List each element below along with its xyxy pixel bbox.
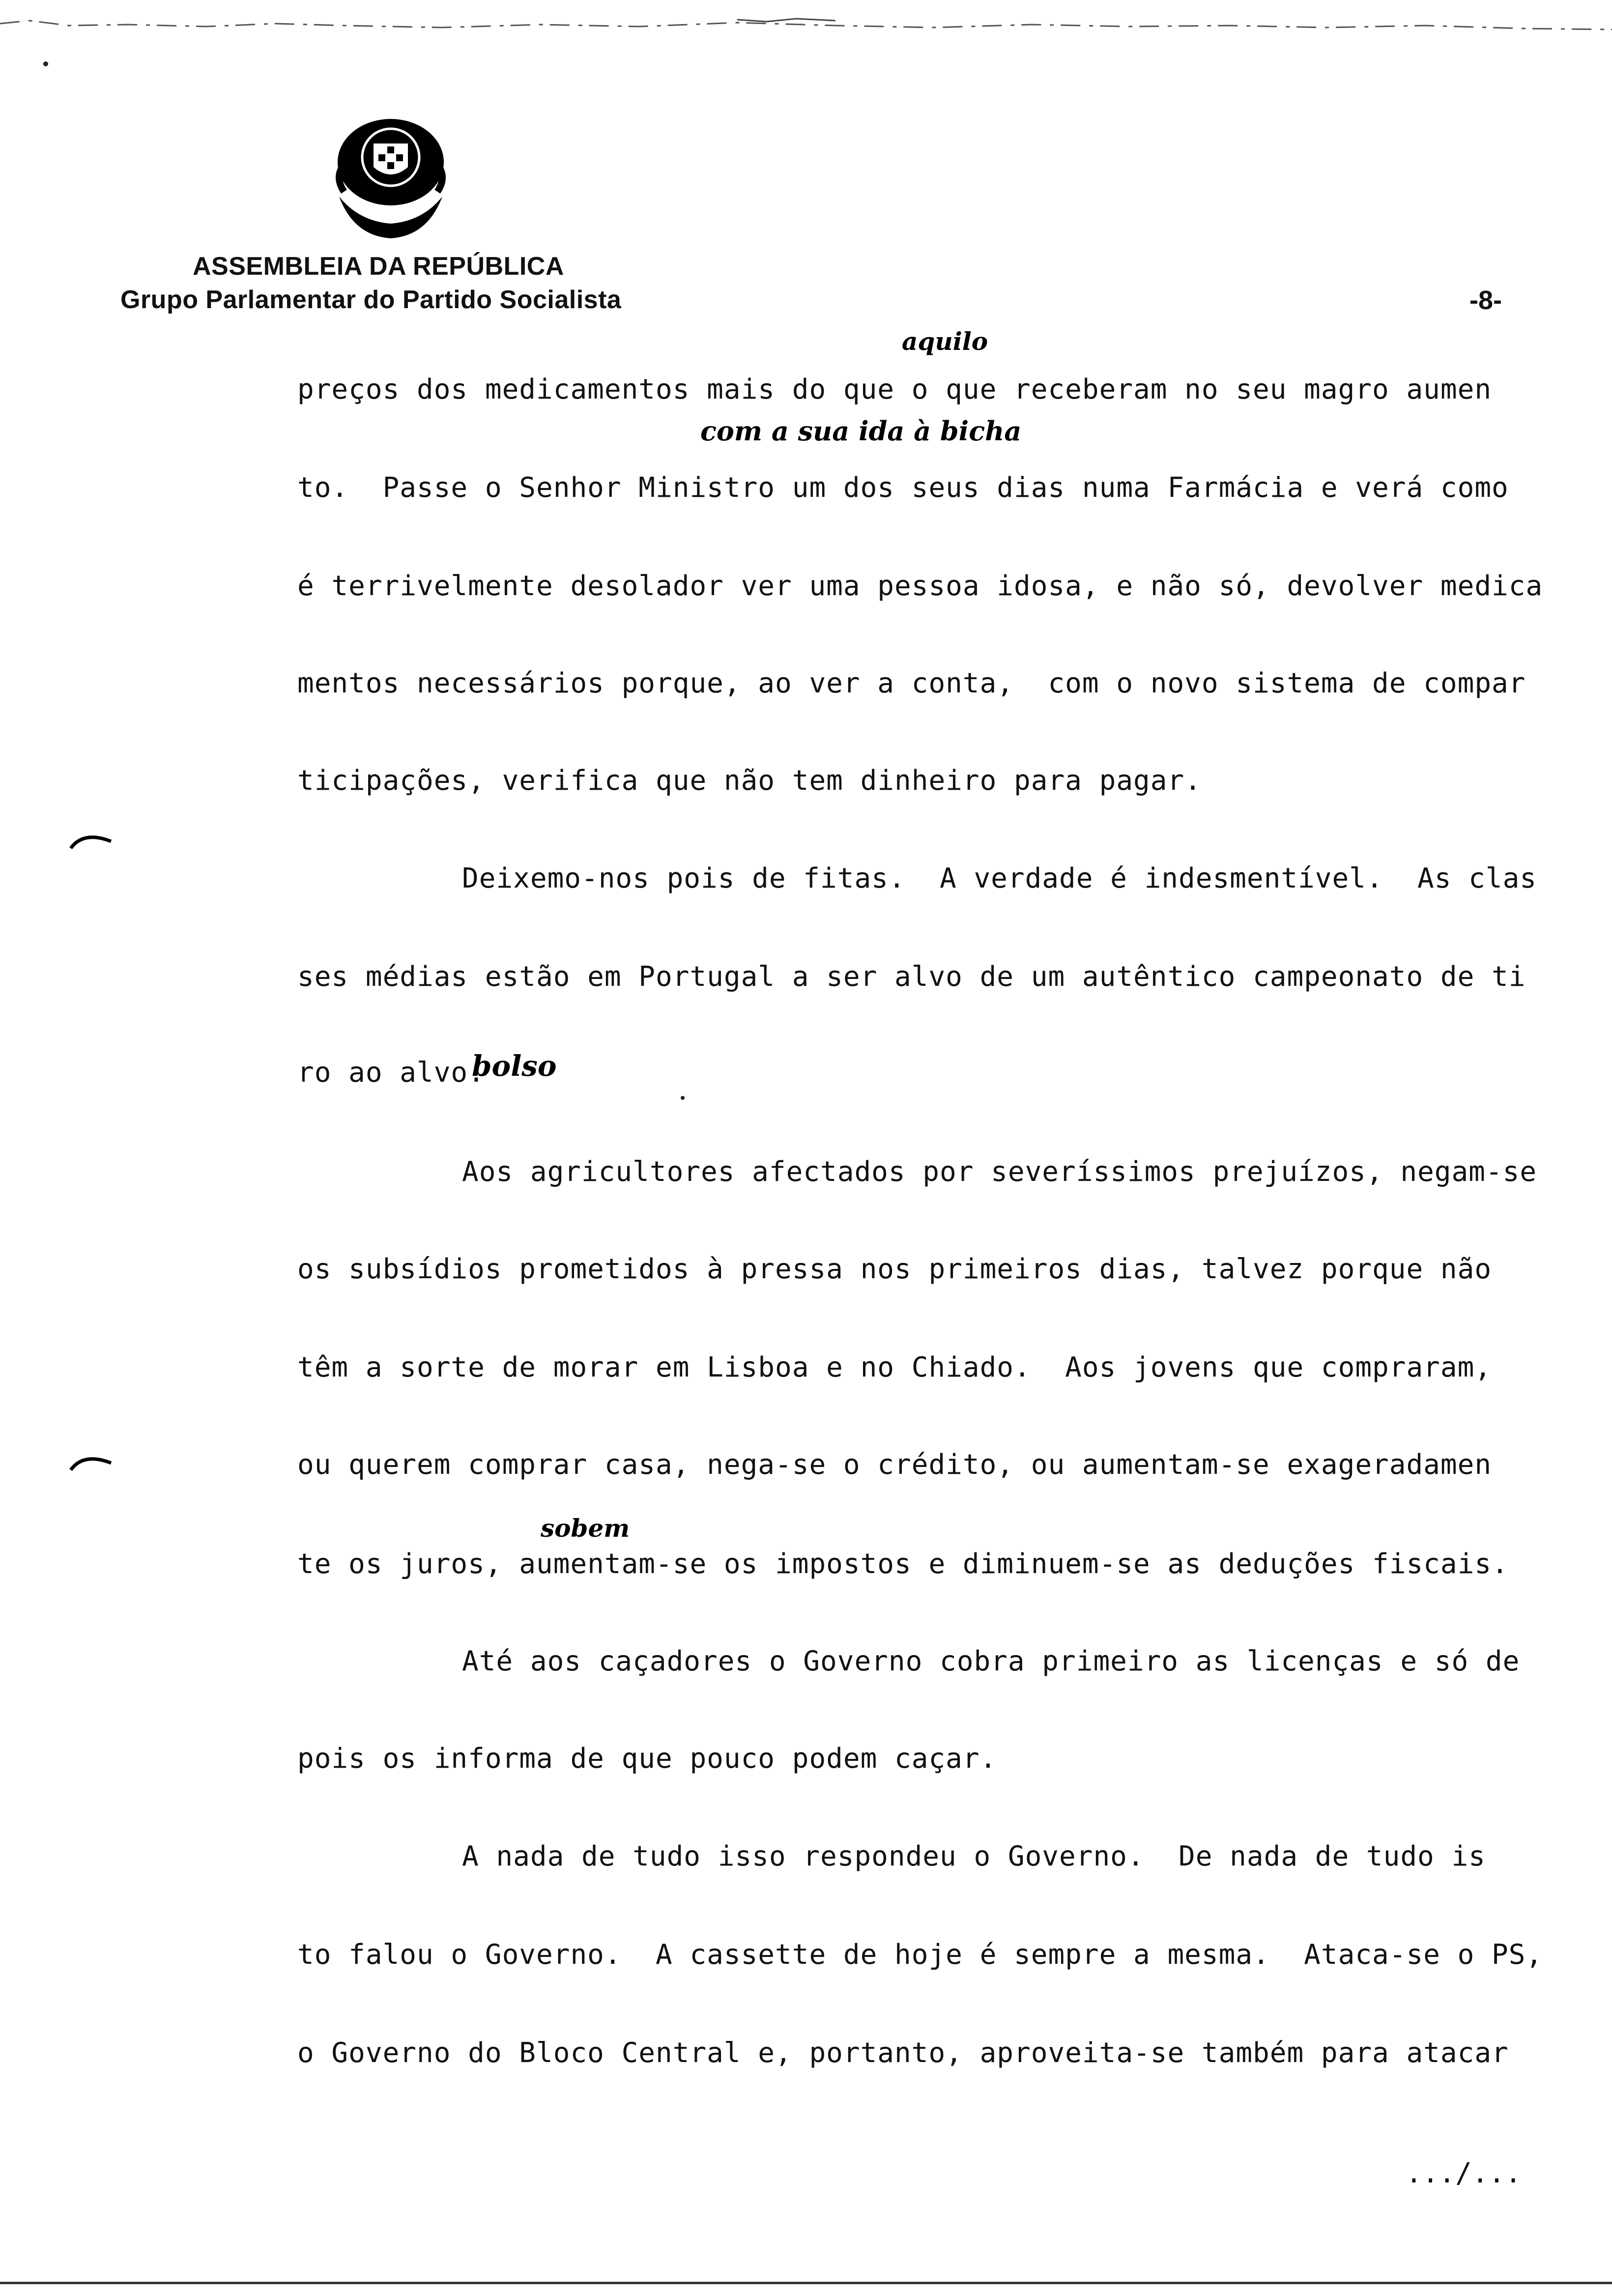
parliamentary-group-name: Grupo Parlamentar do Partido Socialista xyxy=(120,286,622,314)
body-line: mentos necessários porque, ao ver a conta, com o novo sistema de compar xyxy=(297,667,1526,699)
body-line: têm a sorte de morar em Lisboa e no Chiado. Aos jovens que compraram, xyxy=(297,1351,1492,1383)
body-line: to. Passe o Senhor Ministro um dos seus dias numa Farmácia e verá como xyxy=(297,472,1509,504)
margin-mark xyxy=(69,831,113,850)
handwritten-insert: bolso xyxy=(472,1049,557,1083)
page-number: -8- xyxy=(1469,286,1502,315)
body-line: preços dos medicamentos mais do que o que receberam no seu magro aumen xyxy=(297,373,1492,405)
body-line: é terrivelmente desolador ver uma pessoa idosa, e não só, devolver medica xyxy=(297,570,1543,602)
handwritten-insert: aquilo xyxy=(902,327,988,356)
coat-of-arms-emblem xyxy=(324,118,457,241)
handwritten-insert: com a sua ida à bicha xyxy=(700,415,1022,447)
body-line: pois os informa de que pouco podem caçar. xyxy=(297,1743,997,1775)
body-line: to falou o Governo. A cassette de hoje é sempre a mesma. Ataca-se o PS, xyxy=(297,1939,1543,1971)
handwritten-insert: sobem xyxy=(541,1514,630,1543)
scan-speck xyxy=(681,1096,685,1100)
body-line: Deixemo-nos pois de fitas. A verdade é indesmentível. As clas xyxy=(462,862,1537,894)
scan-speck xyxy=(43,61,48,66)
body-line: ticipações, verifica que não tem dinheiro para pagar. xyxy=(297,765,1202,797)
continuation-marker: .../... xyxy=(1406,2157,1522,2189)
body-line: os subsídios prometidos à pressa nos primeiros dias, talvez porque não xyxy=(297,1253,1492,1285)
scan-bottom-edge xyxy=(0,2282,1612,2284)
body-line: ou querem comprar casa, nega-se o crédito, ou aumentam-se exageradamen xyxy=(297,1449,1492,1481)
body-line: te os juros, aumentam-se os impostos e diminuem-se as deduções fiscais. xyxy=(297,1548,1509,1580)
body-line: Até aos caçadores o Governo cobra primeiro as licenças e só de xyxy=(462,1645,1520,1677)
body-line: A nada de tudo isso respondeu o Governo. De nada de tudo is xyxy=(462,1840,1486,1872)
margin-mark xyxy=(69,1452,113,1472)
institution-name: ASSEMBLEIA DA REPÚBLICA xyxy=(193,252,564,281)
body-line: ro ao alvo. xyxy=(297,1057,485,1089)
scan-edge-noise xyxy=(0,15,1612,34)
body-line: o Governo do Bloco Central e, portanto, aproveita-se também para atacar xyxy=(297,2037,1509,2069)
body-line: ses médias estão em Portugal a ser alvo de um autêntico campeonato de ti xyxy=(297,961,1526,993)
body-line: Aos agricultores afectados por severíssimos prejuízos, negam-se xyxy=(462,1156,1537,1188)
